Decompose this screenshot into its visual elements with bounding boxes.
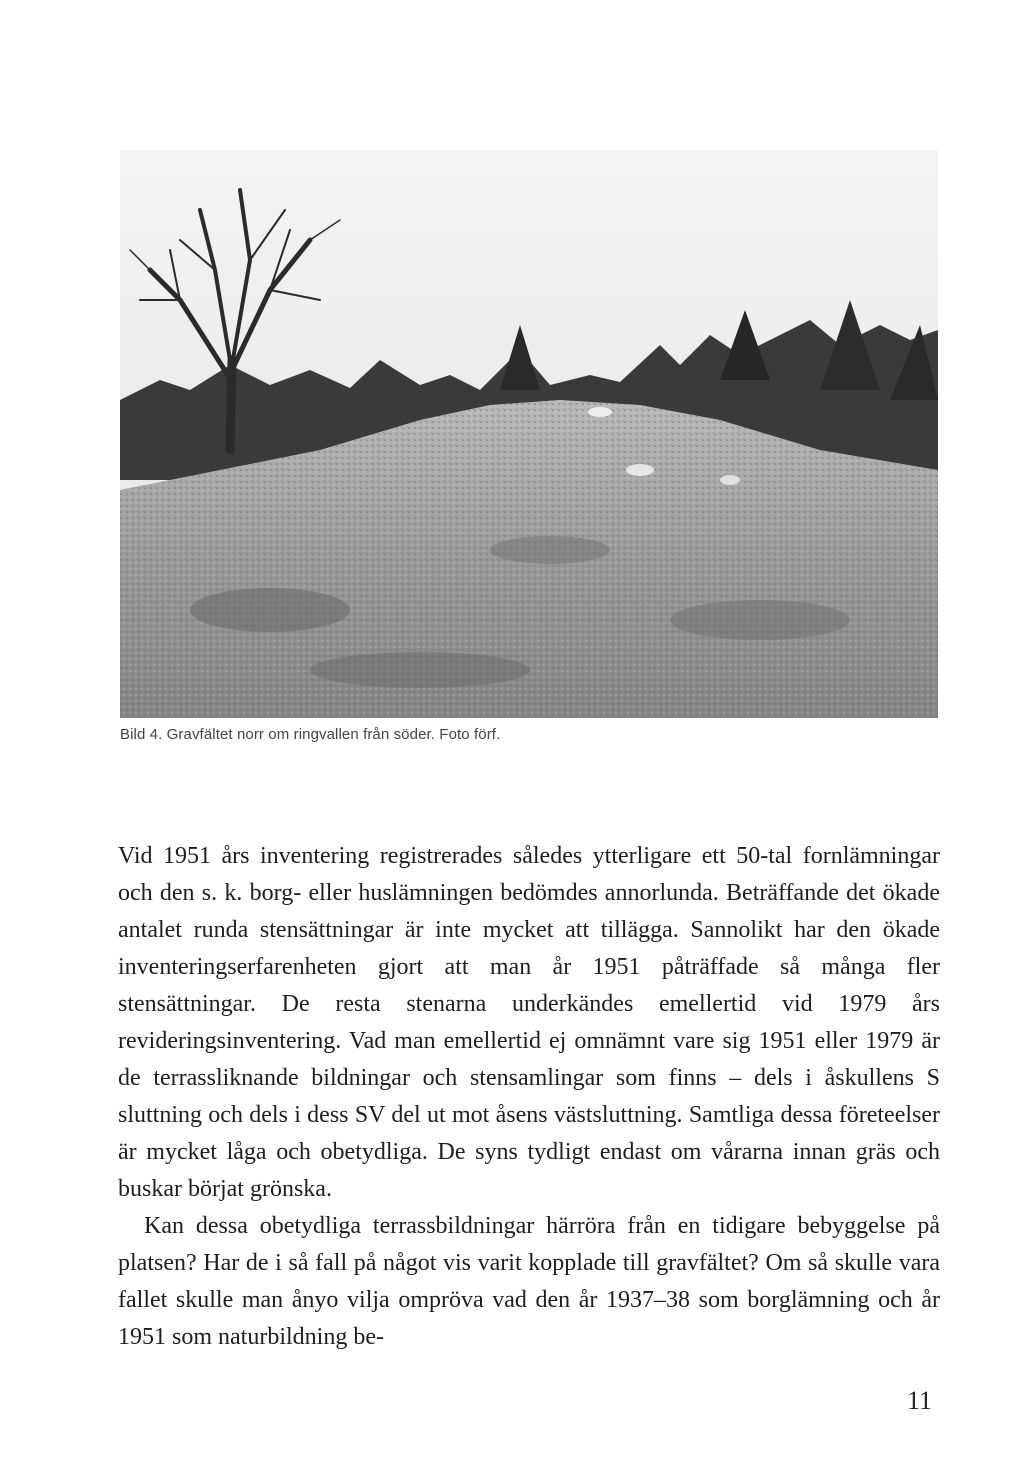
body-text <box>118 838 940 1356</box>
page-number: 11 <box>906 1386 932 1415</box>
paragraph-1: Vid 1951 års inventering registrerades således ytterligare ett 50-tal fornlämningar och den s. k. borg- eller huslämningen bedömdes annorlunda. Beträffande det ökade antalet runda stensättningar är inte mycket att tillägga. Sannolikt har den ökade inventeringserfarenheten gjort att man år 1951 påträffade så många fler stensättningar. De resta stenarna underkändes emellertid vid 1979 års revideringsinventering. Vad man emellertid ej omnämnt vare sig 1951 eller 1979 är de terrassliknande bildningar och stensamlingar som finns – dels i åskullens S sluttning och dels i dess SV del ut mot åsens västsluttning. Samtliga dessa företeelser är mycket låga och obetydliga. De syns tydligt endast om vårarna innan gräs och buskar börjat grönska. <box>118 843 940 1202</box>
figure-caption: Bild 4. Gravfältet norr om ringvallen från söder. Foto förf. <box>120 726 501 743</box>
paragraph-2: Kan dessa obetydliga terrassbildningar härröra från en tidigare bebyggelse på platsen? Har de i så fall på något vis varit kopplade till gravfältet? Om så skulle vara fallet skulle man ånyo vilja ompröva vad den år 1937–38 som borglämning och år 1951 som naturbildning be- <box>118 1213 940 1350</box>
landscape-photo <box>120 150 938 718</box>
photo-image <box>120 150 938 718</box>
